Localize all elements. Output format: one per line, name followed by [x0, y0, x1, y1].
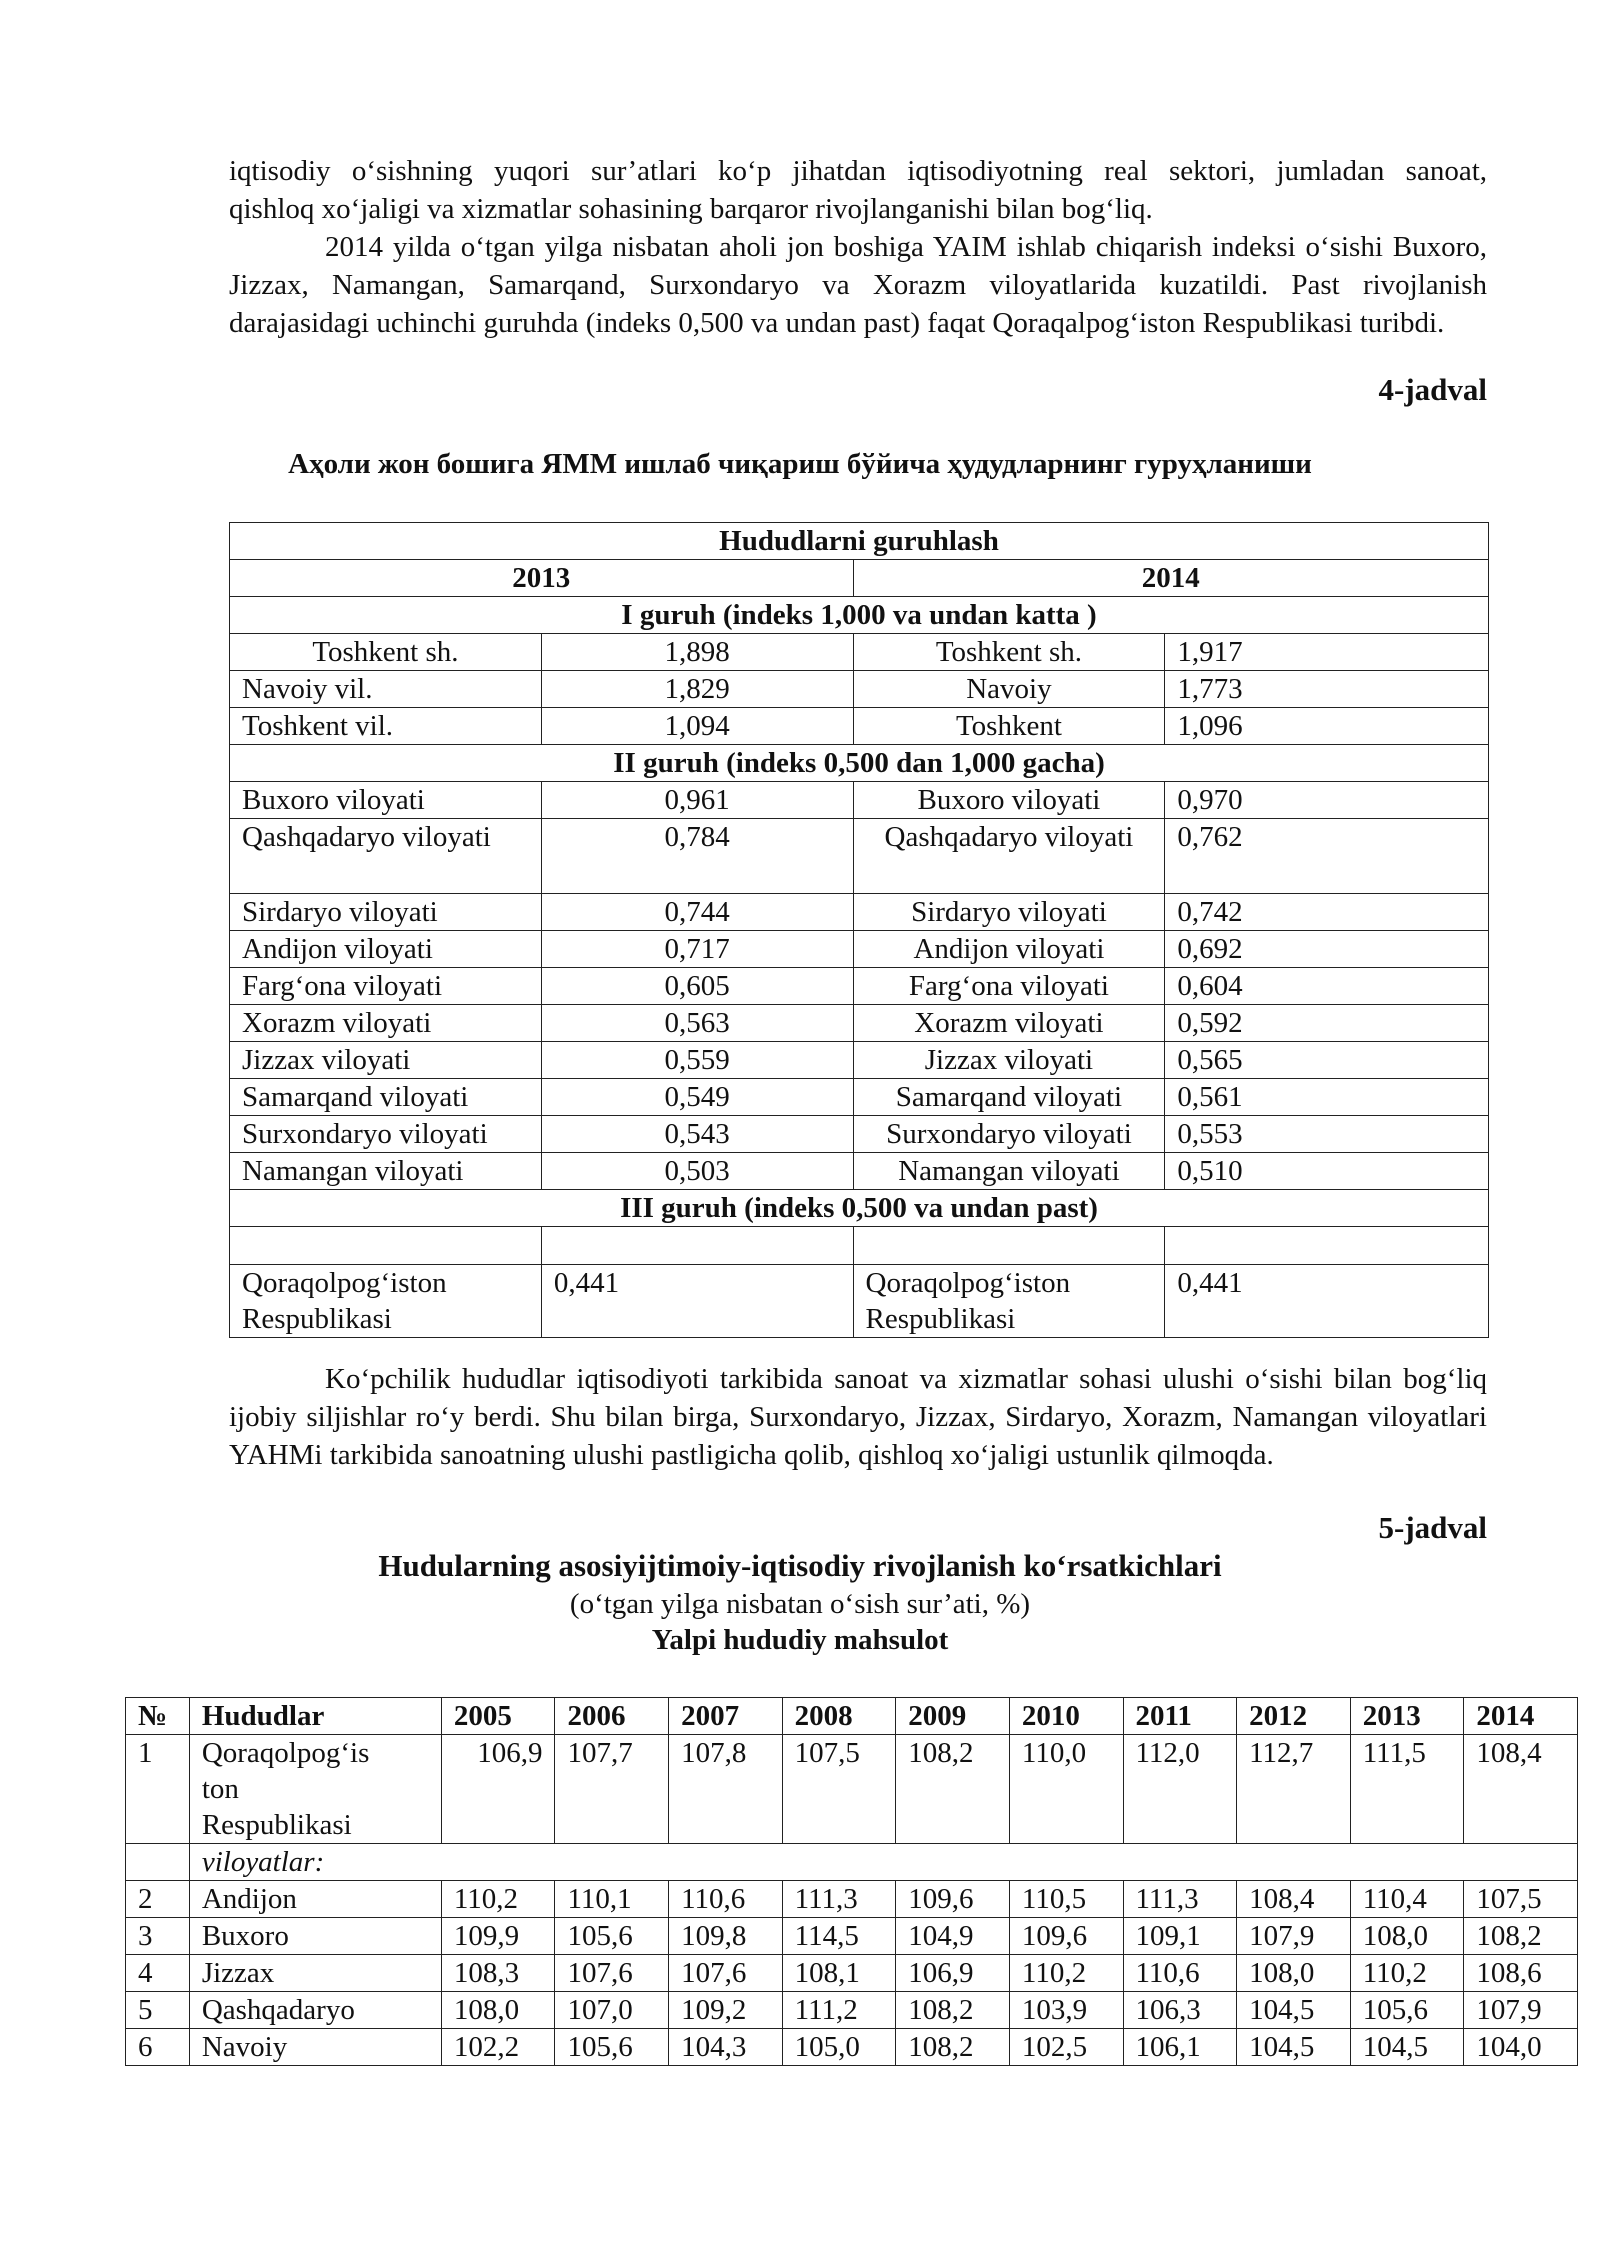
cell-value: 106,9 [441, 1735, 555, 1844]
table-row [230, 782, 1489, 819]
col-year-header: 2006 [555, 1698, 669, 1735]
cell-value: 107,9 [1464, 1992, 1578, 2029]
cell-value: 106,9 [896, 1955, 1010, 1992]
cell-region-line2: ton [201, 1773, 239, 1805]
cell-region: Jizzax viloyati [230, 1042, 542, 1079]
table5-title: Hudularning asosiyijtimoiy-iqtisodiy rivojlanish ko‘rsatkichlari [378, 1548, 1222, 1583]
table5-label: 5-jadval [1378, 1510, 1487, 1545]
table-row-empty [230, 1227, 1489, 1265]
table4-header: Hududlarni guruhlash [230, 523, 1489, 560]
cell-value: 108,2 [896, 1992, 1010, 2029]
cell-value: 0,762 [1165, 819, 1489, 894]
cell-value: 0,742 [1165, 894, 1489, 931]
cell-region: Samarqand viloyati [853, 1079, 1165, 1116]
cell-region: Jizzax [189, 1955, 441, 1992]
cell-value: 0,543 [541, 1116, 853, 1153]
table4-header-row [230, 523, 1489, 560]
cell-value: 0,961 [541, 782, 853, 819]
table5 [125, 1697, 1578, 2066]
cell-value: 112,0 [1123, 1735, 1237, 1844]
table-row [230, 1042, 1489, 1079]
cell-value: 0,553 [1165, 1116, 1489, 1153]
cell-value: 0,563 [541, 1005, 853, 1042]
cell-region: Buxoro viloyati [230, 782, 542, 819]
cell-value: 110,5 [1009, 1881, 1123, 1918]
cell-region: Toshkent sh. [853, 634, 1165, 671]
cell-region: Qashqadaryo [189, 1992, 441, 2029]
cell-region: Xorazm viloyati [230, 1005, 542, 1042]
empty-cell [1165, 1227, 1489, 1265]
cell-value: 0,503 [541, 1153, 853, 1190]
cell-value: 104,5 [1237, 1992, 1351, 2029]
cell-region: Qashqadaryo viloyati [853, 819, 1165, 894]
cell-region: Surxondaryo viloyati [230, 1116, 542, 1153]
cell-region: Samarqand viloyati [230, 1079, 542, 1116]
col-year-header: 2014 [1464, 1698, 1578, 1735]
cell-value: 108,2 [1464, 1918, 1578, 1955]
cell-value: 102,5 [1009, 2029, 1123, 2066]
cell-value: 107,5 [1464, 1881, 1578, 1918]
cell-value: 103,9 [1009, 1992, 1123, 2029]
cell-value: 105,0 [782, 2029, 896, 2066]
cell-value: 110,2 [1350, 1955, 1464, 1992]
cell-value: 109,6 [1009, 1918, 1123, 1955]
cell-region: Toshkent vil. [230, 708, 542, 745]
cell-value: 1,917 [1165, 634, 1489, 671]
cell-value: 108,2 [896, 2029, 1010, 2066]
cell-region: Surxondaryo viloyati [853, 1116, 1165, 1153]
table4-group2-row [230, 745, 1489, 782]
table-row [230, 1079, 1489, 1116]
table-row [230, 671, 1489, 708]
cell-value: 102,2 [441, 2029, 555, 2066]
table-row [126, 1918, 1578, 1955]
cell-region: Namangan viloyati [230, 1153, 542, 1190]
cell-value: 0,717 [541, 931, 853, 968]
cell-num: 2 [126, 1881, 190, 1918]
cell-region: Andijon [189, 1881, 441, 1918]
table4-group1-heading: I guruh (indeks 1,000 va undan katta ) [230, 597, 1489, 634]
cell-value: 111,2 [782, 1992, 896, 2029]
cell-value: 105,6 [555, 1918, 669, 1955]
cell-region-line2: Respublikasi [865, 1303, 1016, 1335]
cell-value: 109,8 [669, 1918, 783, 1955]
cell-value: 111,3 [782, 1881, 896, 1918]
cell-num: 5 [126, 1992, 190, 2029]
cell-region: Toshkent [853, 708, 1165, 745]
cell-value: 0,692 [1165, 931, 1489, 968]
cell-region: Jizzax viloyati [853, 1042, 1165, 1079]
empty-cell [853, 1227, 1165, 1265]
cell-value: 109,6 [896, 1881, 1010, 1918]
cell-region: Farg‘ona viloyati [230, 968, 542, 1005]
paragraph-structure-text: Ko‘pchilik hududlar iqtisodiyoti tarkibida sanoat va xizmatlar sohasi ulushi o‘sishi bilan bog‘liq ijobiy siljishlar ro‘y berdi. Shu bilan birga, Surxondaryo, Jizzax, Sirdaryo, Xorazm, Namangan viloyatlari YAHMi tarkibida sanoatning ulushi pastligicha qolib, qishloq xo‘jaligi ustunlik qilmoqda. [229, 1363, 1487, 1471]
cell-value: 104,5 [1237, 2029, 1351, 2066]
cell-region: Andijon viloyati [853, 931, 1165, 968]
cell-value: 0,559 [541, 1042, 853, 1079]
cell-region-line2: Respublikasi [242, 1303, 392, 1335]
table-row [126, 1881, 1578, 1918]
cell-region [853, 1265, 1165, 1338]
col-year-header: 2011 [1123, 1698, 1237, 1735]
cell-value: 110,2 [1009, 1955, 1123, 1992]
cell-value: 0,561 [1165, 1079, 1489, 1116]
cell-value: 108,1 [782, 1955, 896, 1992]
cell-value: 107,0 [555, 1992, 669, 2029]
cell-value: 104,0 [1464, 2029, 1578, 2066]
cell-value: 107,6 [669, 1955, 783, 1992]
cell-value: 0,605 [541, 968, 853, 1005]
table-row [230, 968, 1489, 1005]
cell-region: Sirdaryo viloyati [230, 894, 542, 931]
cell-value: 0,604 [1165, 968, 1489, 1005]
cell-value: 107,7 [555, 1735, 669, 1844]
cell-region: Buxoro [189, 1918, 441, 1955]
cell-value: 105,6 [555, 2029, 669, 2066]
cell-value: 108,0 [1237, 1955, 1351, 1992]
cell-value: 1,773 [1165, 671, 1489, 708]
cell-region: Qashqadaryo viloyati [230, 819, 542, 894]
table-row [126, 1735, 1578, 1844]
table-row [126, 1955, 1578, 1992]
cell-value: 1,096 [1165, 708, 1489, 745]
paragraph-intro [229, 152, 1487, 228]
table-row [230, 634, 1489, 671]
empty-cell [230, 1227, 542, 1265]
col-year-header: 2013 [1350, 1698, 1464, 1735]
cell-value: 0,592 [1165, 1005, 1489, 1042]
cell-value: 0,441 [541, 1265, 853, 1338]
cell-region-line1: Qoraqolpog‘iston [242, 1267, 447, 1299]
col-year-header: 2005 [441, 1698, 555, 1735]
cell-region: Andijon viloyati [230, 931, 542, 968]
table4-group3-heading: III guruh (indeks 0,500 va undan past) [230, 1190, 1489, 1227]
cell-region: Navoiy [189, 2029, 441, 2066]
table-row [230, 1153, 1489, 1190]
cell-region: Xorazm viloyati [853, 1005, 1165, 1042]
cell-region: Navoiy vil. [230, 671, 542, 708]
empty-cell [126, 1844, 190, 1881]
table4 [229, 522, 1489, 1338]
paragraph-intro-line2: qishloq xo‘jaligi va xizmatlar sohasining barqaror rivojlanganishi bilan bog‘liq. [229, 193, 1153, 225]
cell-value: 1,094 [541, 708, 853, 745]
table-row [126, 2029, 1578, 2066]
cell-value: 0,565 [1165, 1042, 1489, 1079]
cell-value: 111,5 [1350, 1735, 1464, 1844]
cell-value: 104,5 [1350, 2029, 1464, 2066]
cell-value: 1,829 [541, 671, 853, 708]
table-row [230, 1005, 1489, 1042]
table5-subtitle: (o‘tgan yilga nisbatan o‘sish sur’ati, %) [569, 1588, 1031, 1620]
cell-region: Sirdaryo viloyati [853, 894, 1165, 931]
paragraph-structure [229, 1360, 1487, 1474]
table4-year-2014: 2014 [853, 560, 1489, 597]
cell-value: 0,510 [1165, 1153, 1489, 1190]
cell-region-line1: Qoraqolpog‘iston [865, 1267, 1071, 1299]
col-year-header: 2007 [669, 1698, 783, 1735]
paragraph-intro-line1: iqtisodiy o‘sishning yuqori sur’atlari ko‘p jihatdan iqtisodiyotning real sektori, jumladan sanoat, [229, 155, 1487, 187]
table4-title: Аҳоли жон бошига ЯММ ишлаб чиқариш бўйича ҳудудларнинг гуруҳланиши [288, 448, 1312, 480]
cell-region-line3: Respublikasi [201, 1809, 352, 1841]
cell-value: 110,6 [1123, 1955, 1237, 1992]
col-year-header: 2008 [782, 1698, 896, 1735]
table-row [230, 819, 1489, 894]
cell-num: 6 [126, 2029, 190, 2066]
cell-value: 0,441 [1165, 1265, 1489, 1338]
table4-year-2013: 2013 [230, 560, 854, 597]
cell-region: Navoiy [853, 671, 1165, 708]
empty-cell [541, 1227, 853, 1265]
cell-value: 104,3 [669, 2029, 783, 2066]
col-num-header: № [126, 1698, 190, 1735]
table5-subtitle2: Yalpi hududiy mahsulot [651, 1624, 949, 1656]
cell-value: 108,0 [1350, 1918, 1464, 1955]
table4-group1-row [230, 597, 1489, 634]
cell-value: 0,744 [541, 894, 853, 931]
cell-value: 108,4 [1237, 1881, 1351, 1918]
cell-value: 1,898 [541, 634, 853, 671]
cell-value: 106,3 [1123, 1992, 1237, 2029]
cell-value: 111,3 [1123, 1881, 1237, 1918]
cell-value: 109,2 [669, 1992, 783, 2029]
table4-group2-heading: II guruh (indeks 0,500 dan 1,000 gacha) [230, 745, 1489, 782]
table-row [126, 1992, 1578, 2029]
cell-value: 105,6 [1350, 1992, 1464, 2029]
cell-value: 108,0 [441, 1992, 555, 2029]
cell-value: 109,1 [1123, 1918, 1237, 1955]
table-row [230, 931, 1489, 968]
col-year-header: 2009 [896, 1698, 1010, 1735]
cell-value: 104,9 [896, 1918, 1010, 1955]
cell-value: 109,9 [441, 1918, 555, 1955]
cell-value: 107,8 [669, 1735, 783, 1844]
table5-header-row [126, 1698, 1578, 1735]
col-year-header: 2010 [1009, 1698, 1123, 1735]
cell-value: 108,2 [896, 1735, 1010, 1844]
table-row [230, 1116, 1489, 1153]
table-row [230, 894, 1489, 931]
cell-num: 1 [126, 1735, 190, 1844]
cell-value: 114,5 [782, 1918, 896, 1955]
cell-value: 110,1 [555, 1881, 669, 1918]
cell-value: 108,3 [441, 1955, 555, 1992]
cell-value: 107,9 [1237, 1918, 1351, 1955]
cell-region [189, 1735, 441, 1844]
col-region-header: Hududlar [189, 1698, 441, 1735]
table4-years-row [230, 560, 1489, 597]
cell-region [230, 1265, 542, 1338]
paragraph-growth-text: 2014 yilda o‘tgan yilga nisbatan aholi jon boshiga YAIM ishlab chiqarish indeksi o‘sishi Buxoro, Jizzax, Namangan, Samarqand, Surxondaryo va Xorazm viloyatlarida kuzatildi. Past rivojlanish darajasidagi uchinchi guruhda (indeks 0,500 va undan past) faqat Qoraqalpog‘iston Respublikasi turibdi. [229, 231, 1487, 339]
cell-region: Farg‘ona viloyati [853, 968, 1165, 1005]
table5-subheader: viloyatlar: [189, 1844, 1577, 1881]
cell-value: 0,970 [1165, 782, 1489, 819]
cell-value: 110,2 [441, 1881, 555, 1918]
table-row [230, 1265, 1489, 1338]
cell-value: 112,7 [1237, 1735, 1351, 1844]
cell-value: 107,5 [782, 1735, 896, 1844]
cell-num: 3 [126, 1918, 190, 1955]
cell-value: 0,784 [541, 819, 853, 894]
cell-region-line1: Qoraqolpog‘is [201, 1737, 370, 1769]
paragraph-growth [229, 228, 1487, 342]
table5-subheader-row [126, 1844, 1578, 1881]
cell-value: 108,6 [1464, 1955, 1578, 1992]
table4-group3-row [230, 1190, 1489, 1227]
cell-num: 4 [126, 1955, 190, 1992]
cell-value: 107,6 [555, 1955, 669, 1992]
cell-value: 110,4 [1350, 1881, 1464, 1918]
cell-value: 110,6 [669, 1881, 783, 1918]
cell-value: 0,549 [541, 1079, 853, 1116]
cell-region: Namangan viloyati [853, 1153, 1165, 1190]
col-year-header: 2012 [1237, 1698, 1351, 1735]
cell-value: 106,1 [1123, 2029, 1237, 2066]
cell-region: Toshkent sh. [230, 634, 542, 671]
cell-value: 108,4 [1464, 1735, 1578, 1844]
table4-label: 4-jadval [1378, 372, 1487, 407]
cell-region: Buxoro viloyati [853, 782, 1165, 819]
table-row [230, 708, 1489, 745]
cell-value: 110,0 [1009, 1735, 1123, 1844]
